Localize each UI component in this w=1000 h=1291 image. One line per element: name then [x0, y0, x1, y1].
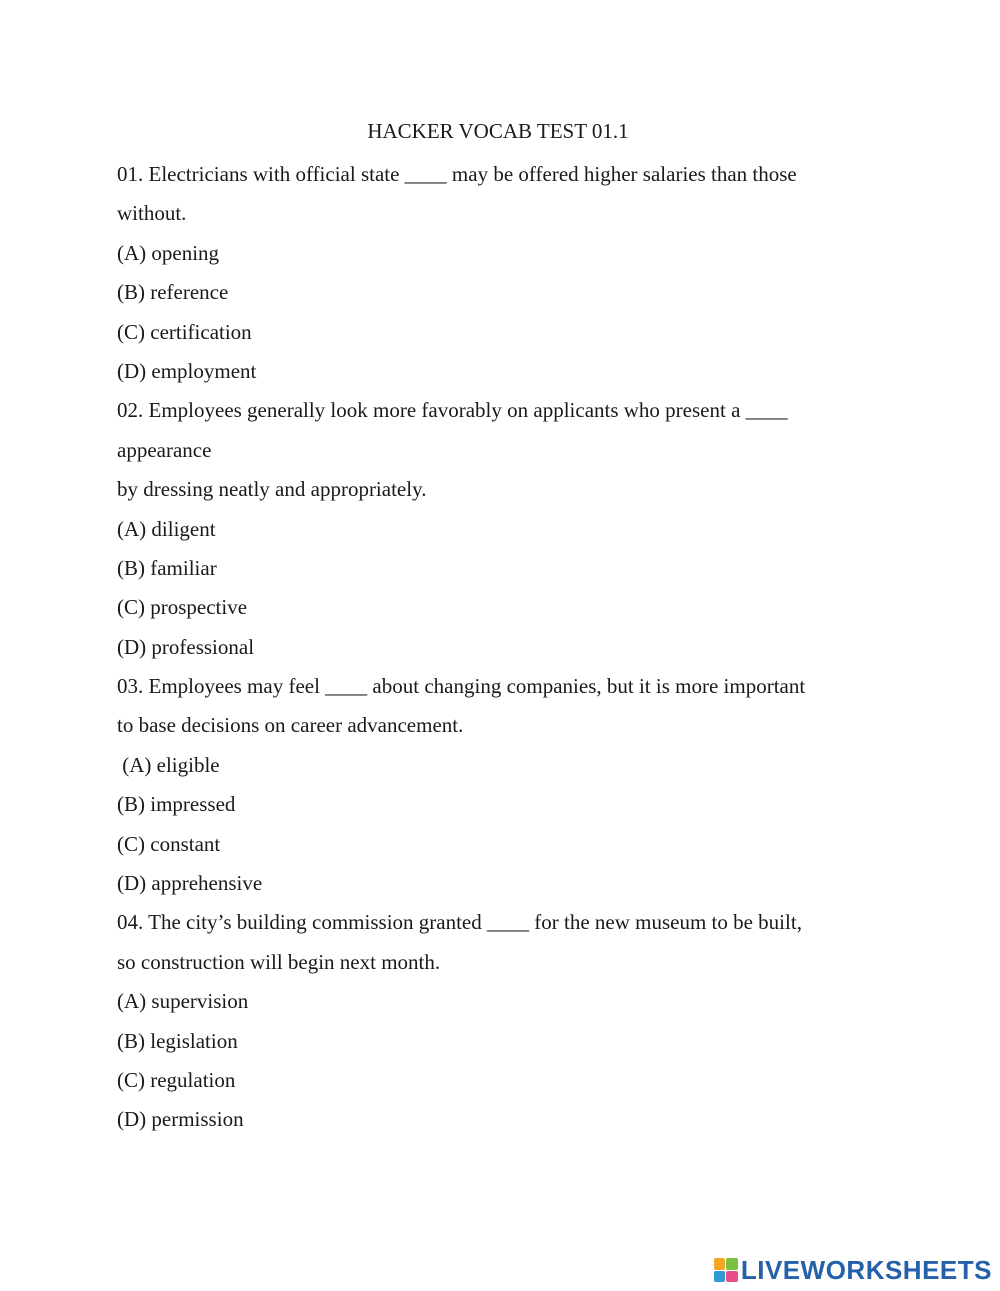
liveworksheets-logo — [714, 1254, 992, 1286]
question-4-option-d: (D) permission — [117, 1107, 244, 1132]
liveworksheets-logo-icon — [714, 1258, 738, 1282]
question-3-option-a: (A) eligible — [117, 752, 220, 777]
question-4-line-2: so construction will begin next month. — [117, 949, 441, 974]
question-3-line-1: 03. Employees may feel ____ about changing companies, but it is more important — [117, 674, 806, 699]
question-1-option-d: (D) employment — [117, 358, 257, 383]
question-content — [117, 155, 887, 1140]
liveworksheets-logo-text: LIVEWORKSHEETS — [740, 1254, 992, 1285]
page-title: HACKER VOCAB TEST 01.1 — [367, 119, 629, 143]
question-4-line-1: 04. The city’s building commission granted ____ for the new museum to be built, — [117, 910, 802, 935]
question-1-option-b: (B) reference — [117, 280, 229, 305]
question-4-option-a: (A) supervision — [117, 989, 249, 1014]
question-2-line-1: 02. Employees generally look more favorably on applicants who present a ____ — [117, 398, 788, 423]
question-4-option-c: (C) regulation — [117, 1067, 236, 1092]
question-3-option-c: (C) constant — [117, 831, 221, 856]
question-2-option-b: (B) familiar — [117, 555, 217, 580]
logo-block-e-icon — [726, 1271, 738, 1283]
question-2-option-d: (D) professional — [117, 634, 255, 659]
question-1-line-2: without. — [117, 201, 187, 226]
question-1-option-c: (C) certification — [117, 319, 252, 344]
question-2-line-2: appearance — [117, 437, 212, 462]
question-4-option-b: (B) legislation — [117, 1028, 238, 1053]
question-3-option-d: (D) apprehensive — [117, 871, 263, 896]
question-1-line-1: 01. Electricians with official state ____ may be offered higher salaries than those — [117, 162, 797, 186]
question-2-line-3: by dressing neatly and appropriately. — [117, 477, 427, 502]
logo-block-i-icon — [726, 1258, 738, 1270]
question-3-line-2: to base decisions on career advancement. — [117, 713, 464, 738]
question-2-option-c: (C) prospective — [117, 595, 248, 620]
question-1-option-a: (A) opening — [117, 240, 220, 265]
logo-block-v-icon — [714, 1271, 726, 1283]
logo-block-l-icon — [714, 1258, 726, 1270]
question-2-option-a: (A) diligent — [117, 516, 216, 541]
question-3-option-b: (B) impressed — [117, 792, 236, 817]
